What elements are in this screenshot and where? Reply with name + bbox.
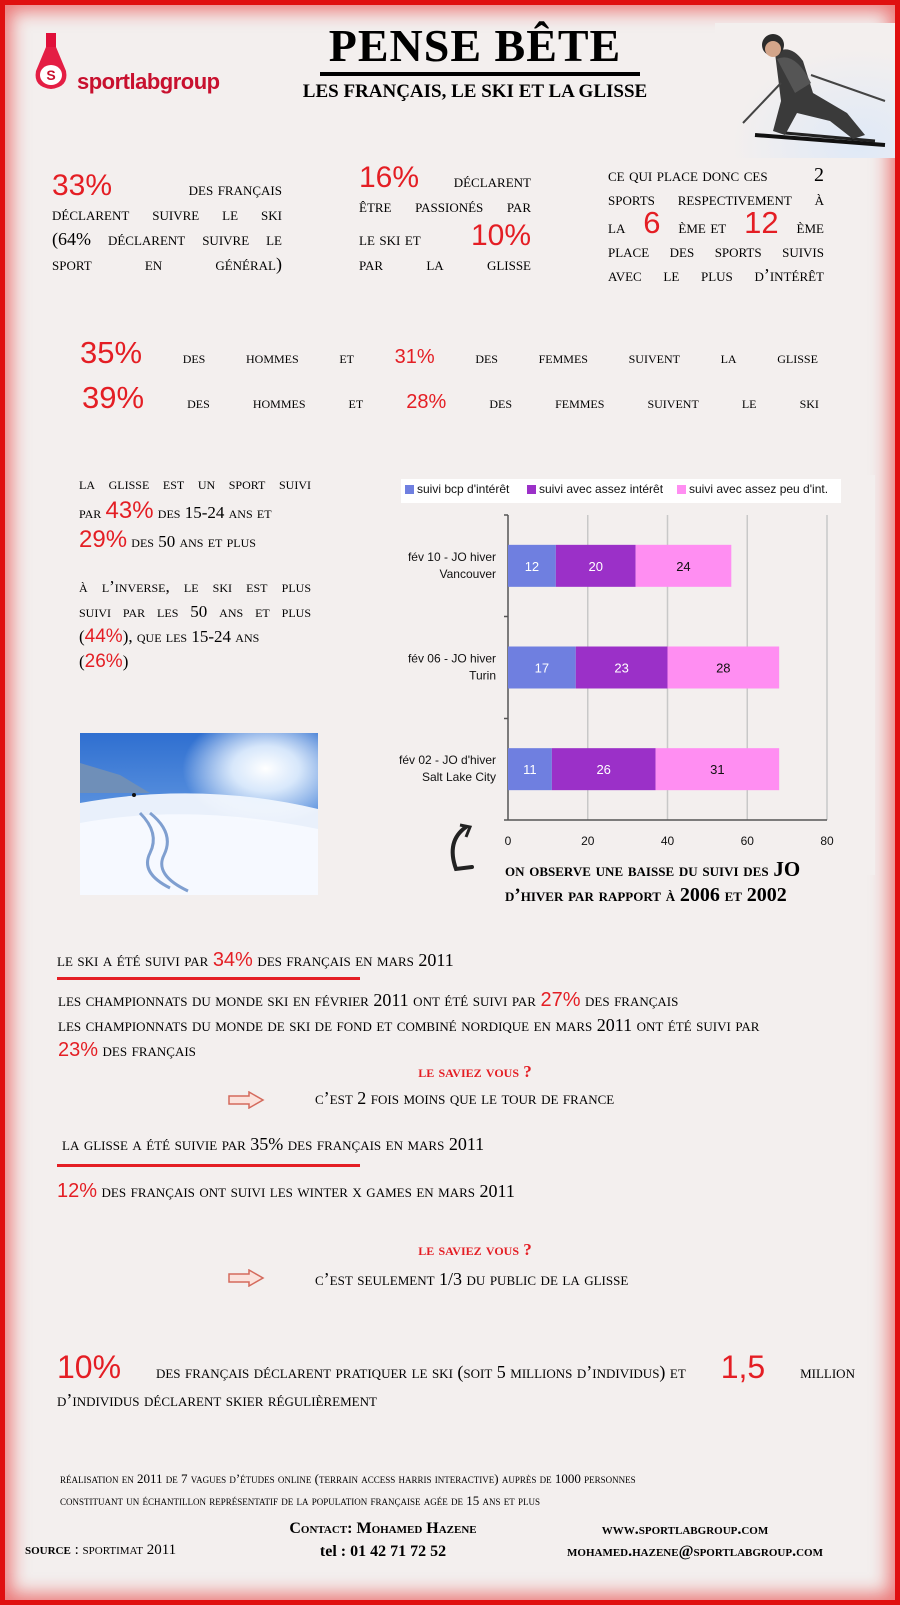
chart-conclusion xyxy=(505,857,845,908)
note-text: 2006 xyxy=(679,884,720,906)
stat-value: 23% xyxy=(58,1039,99,1061)
contact-phone[interactable]: tel : 01 42 71 72 52 xyxy=(319,1543,447,1560)
methodology-note xyxy=(60,1468,860,1512)
stat-value: 35% xyxy=(80,335,143,370)
row-word: suivent xyxy=(628,348,680,367)
legend-swatch xyxy=(527,485,536,494)
practice-stat xyxy=(57,1349,855,1414)
stat-text: des français xyxy=(188,179,282,199)
row-word: des xyxy=(475,348,498,367)
did-you-know-fact: c’est seulement 1/3 du public de la glisse xyxy=(315,1269,629,1289)
did-you-know-fact: c’est 2 fois moins que le tour de france xyxy=(315,1088,615,1108)
bar-value-label: 17 xyxy=(534,660,550,676)
row-word: femmes xyxy=(555,393,605,412)
legend-swatch xyxy=(677,485,686,494)
age-text: des 15-24 ans et xyxy=(157,503,272,522)
note-text: JO xyxy=(773,857,801,881)
practice-text: des français déclarent pratiquer le ski (soit 5 millions d’individus) et xyxy=(155,1362,686,1382)
glisse-heading: la glisse a été suivie par 35% des français en mars 2011 xyxy=(62,1134,485,1154)
x-tick-label: 40 xyxy=(660,834,675,848)
stat-text: sport en général) xyxy=(52,254,282,274)
x-tick-label: 0 xyxy=(504,834,512,848)
stat-value: 6 xyxy=(643,205,661,240)
gender-row-glisse xyxy=(80,335,818,371)
curved-arrow-icon xyxy=(442,823,476,875)
age-text: suivi par les 50 ans et plus xyxy=(79,602,311,621)
age-text: à l’inverse, le ski est plus xyxy=(79,577,311,596)
stat-text: le ski et xyxy=(359,229,421,249)
stat-text: la xyxy=(608,217,626,237)
age-text: ), que les 15-24 ans xyxy=(122,627,260,646)
category-label: fév 02 - JO d'hiver xyxy=(399,753,496,768)
category-label: fév 10 - JO hiver xyxy=(407,549,496,564)
bar-value-label: 20 xyxy=(588,558,603,574)
stat-value: 10% xyxy=(470,219,531,252)
row-word: des xyxy=(182,348,206,367)
bar-value-label: 23 xyxy=(614,660,629,676)
bar-value-label: 31 xyxy=(710,762,725,778)
stat-text: sports respectivement à xyxy=(608,189,824,209)
pointing-hand-icon xyxy=(227,1269,265,1287)
category-label: Turin xyxy=(469,668,496,683)
stat-ranking xyxy=(608,163,824,287)
stat-text: (64% déclarent suivre le xyxy=(52,229,282,249)
stat-text: place des sports suivis xyxy=(608,241,824,261)
section-text: des français xyxy=(585,990,679,1010)
method-text: constituant un échantillon représentatif de la population française agée de 15 ans et plus xyxy=(60,1493,541,1508)
stat-value: 1,5 xyxy=(720,1349,766,1385)
method-text: réalisation en 2011 de 7 vagues d’études online (terrain access harris interactive) auprès de 1000 personnes xyxy=(60,1471,636,1486)
bar-value-label: 28 xyxy=(716,660,731,676)
category-label: Vancouver xyxy=(439,566,496,581)
row-word: et xyxy=(348,393,364,412)
legend-label: suivi bcp d'intérêt xyxy=(417,482,510,496)
svg-text:S: S xyxy=(46,67,56,83)
stat-value: 43% xyxy=(105,497,154,524)
x-tick-label: 60 xyxy=(740,834,754,848)
page-subtitle: LES FRANÇAIS, LE SKI ET LA GLISSE xyxy=(302,81,648,102)
stat-value: 26% xyxy=(84,651,123,672)
page-title: PENSE BÊTE xyxy=(328,20,622,71)
did-you-know-label: le saviez vous ? xyxy=(418,1240,532,1259)
glisse-paragraph xyxy=(57,1179,757,1204)
row-word: suivent xyxy=(647,393,699,412)
row-word: et xyxy=(339,348,354,367)
skier-photo xyxy=(715,23,895,158)
brand-name: sportlabgroup xyxy=(77,69,220,94)
section-text: les championnats du monde ski en février 2011 ont été suivi par xyxy=(58,990,536,1010)
x-tick-label: 20 xyxy=(581,834,595,848)
age-stats: la glisse est un sport suivi par 43% des 15-24 ans et 29% des 50 ans et plus à l’inverse, le ski est plus suivi par les 50 ans et plus (44%), que les 15-24 ans (26%) xyxy=(79,471,311,674)
website-link[interactable]: www.sportlabgroup.com xyxy=(601,1521,769,1538)
snow-slope-photo xyxy=(80,733,318,895)
stat-passion xyxy=(359,161,531,277)
contact-name: Contact: Mohamed Hazene xyxy=(289,1520,477,1537)
stat-value: 10% xyxy=(57,1349,122,1385)
note-text: et xyxy=(724,885,742,906)
age-text: des 50 ans et plus xyxy=(131,532,256,551)
row-word: le xyxy=(741,393,757,412)
gender-row-ski xyxy=(82,380,819,416)
row-word: ski xyxy=(799,393,819,412)
age-text: par xyxy=(79,503,102,522)
stat-text: par la glisse xyxy=(359,254,531,274)
legend-label: suivi avec assez intérêt xyxy=(539,482,664,496)
row-word: des xyxy=(187,393,210,412)
section-text: le ski a été suivi par xyxy=(57,950,209,970)
email-link[interactable]: mohamed.hazene@sportlabgroup.com xyxy=(567,1543,823,1560)
section-text: les championnats du monde de ski de fond et combiné nordique en mars 2011 ont été suivi par xyxy=(58,1015,760,1035)
pointing-hand-icon xyxy=(227,1091,265,1109)
ski-heading-rule xyxy=(57,977,360,980)
stacked-bar-chart xyxy=(395,475,875,875)
stat-value: 29% xyxy=(79,526,128,553)
stat-value: 27% xyxy=(540,989,581,1011)
category-label: Salt Lake City xyxy=(421,770,496,785)
brand-logo[interactable] xyxy=(33,33,233,93)
stat-text: déclarent suivre le ski xyxy=(52,204,282,224)
stat-text: déclarent xyxy=(453,171,531,191)
ski-paragraph xyxy=(58,988,868,1063)
stat-value: 31% xyxy=(394,346,435,368)
age-text: la glisse est un sport suivi xyxy=(79,474,311,493)
practice-text: million xyxy=(800,1362,855,1382)
ski-heading xyxy=(57,948,657,973)
stat-text: avec le plus d’intérêt xyxy=(608,265,824,285)
section-text: des français en mars 2011 xyxy=(257,950,454,970)
section-text: des français xyxy=(102,1040,196,1060)
stat-value: 33% xyxy=(52,169,113,202)
bar-value-label: 26 xyxy=(596,762,611,778)
section-text: des français ont suivi les winter x games en mars 2011 xyxy=(101,1181,515,1201)
flask-logo-icon xyxy=(33,33,71,91)
did-you-know-label: le saviez vous ? xyxy=(418,1062,532,1081)
source-label: source xyxy=(25,1542,71,1558)
row-word: femmes xyxy=(538,348,588,367)
stat-value: 39% xyxy=(82,380,145,415)
legend-label: suivi avec assez peu d'int. xyxy=(689,482,829,496)
stat-text: être passionés par xyxy=(359,196,531,216)
bar-value-label: 11 xyxy=(523,762,537,778)
category-label: fév 06 - JO hiver xyxy=(407,651,496,666)
source-text: : sportimat 2011 xyxy=(74,1542,177,1558)
source-line xyxy=(25,1542,176,1559)
row-word: hommes xyxy=(252,393,306,412)
stat-text: 2 xyxy=(814,164,824,186)
x-tick-label: 80 xyxy=(820,834,834,848)
title-underline xyxy=(320,72,640,76)
stat-value: 16% xyxy=(359,161,420,194)
bar-value-label: 24 xyxy=(676,558,691,574)
bar-value-label: 12 xyxy=(524,558,540,574)
note-text: d’hiver par rapport à xyxy=(505,885,676,906)
row-word: la xyxy=(720,348,737,367)
legend-swatch xyxy=(405,485,414,494)
stat-text: ce qui place donc ces xyxy=(608,165,768,185)
stat-text: ème et xyxy=(678,217,727,237)
note-text: 2002 xyxy=(746,884,787,906)
row-word: hommes xyxy=(246,348,299,367)
stat-text: ème xyxy=(796,217,824,237)
stat-value: 44% xyxy=(84,626,123,647)
stat-value: 28% xyxy=(406,391,447,413)
stat-value: 34% xyxy=(212,949,253,971)
stat-follow-ski xyxy=(52,169,282,277)
glisse-heading-rule xyxy=(57,1164,360,1167)
note-text: on observe une baisse du suivi des xyxy=(505,860,769,881)
stat-value: 12 xyxy=(744,205,779,240)
practice-text: d’individus déclarent skier régulièrement xyxy=(57,1390,377,1410)
row-word: glisse xyxy=(777,348,818,367)
row-word: des xyxy=(489,393,513,412)
stat-value: 12% xyxy=(57,1180,98,1202)
